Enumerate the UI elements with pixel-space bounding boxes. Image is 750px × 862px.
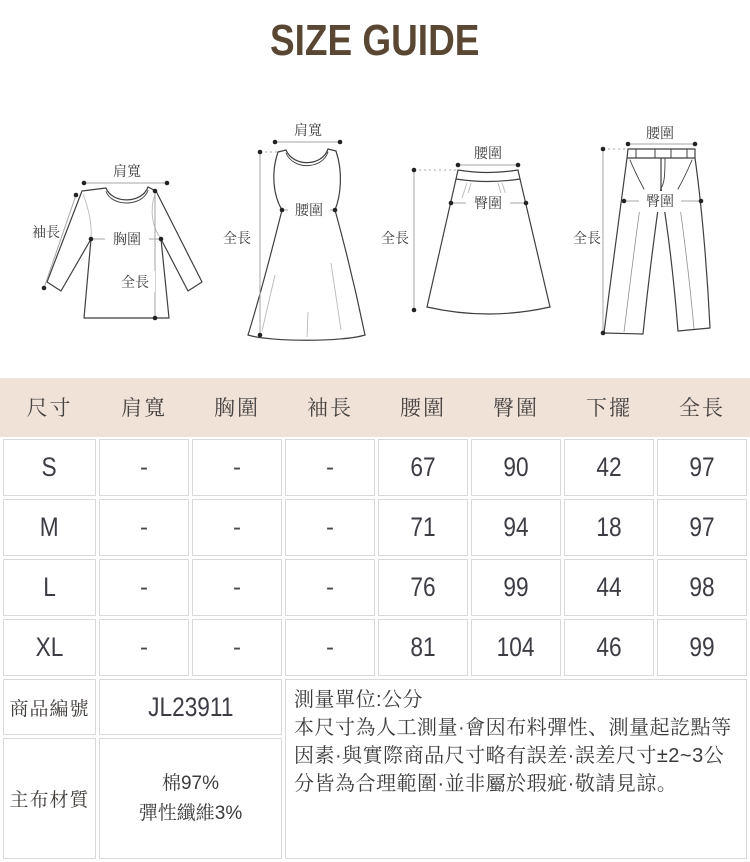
value-cell: 90 [471, 439, 561, 496]
header-shoulder: 肩寬 [99, 378, 189, 436]
size-table [0, 375, 750, 862]
product-code-label: 商品編號 [3, 679, 96, 735]
product-code-value: JL23911 [99, 679, 282, 735]
header-length: 全長 [657, 378, 747, 436]
value-cell: 71 [378, 499, 468, 556]
label-full-length: 全長 [121, 274, 149, 290]
header-size: 尺寸 [3, 378, 96, 436]
value-cell: - [99, 559, 189, 616]
fabric-line-1: 棉97% [161, 772, 220, 794]
fabric-label: 主布材質 [3, 738, 96, 859]
label-full-length: 全長 [381, 230, 409, 246]
diagram-long-sleeve-top [30, 100, 215, 350]
value-cell: 42 [564, 439, 654, 496]
header-hip: 臀圍 [471, 378, 561, 436]
fabric-value [99, 738, 282, 859]
value-cell: - [285, 499, 375, 556]
value-cell: - [192, 499, 282, 556]
diagram-pants [558, 100, 748, 350]
header-chest: 胸圍 [192, 378, 282, 436]
value-cell: 104 [471, 619, 561, 676]
page-title [0, 16, 750, 66]
label-full-length: 全長 [573, 230, 601, 246]
value-cell: 67 [378, 439, 468, 496]
label-full-length: 全長 [223, 230, 251, 246]
value-cell: - [99, 499, 189, 556]
table-row-m [3, 499, 747, 556]
diagram-skirt [380, 100, 565, 350]
table-row-s [3, 439, 747, 496]
header-waist: 腰圍 [378, 378, 468, 436]
label-waist: 腰圍 [474, 145, 502, 161]
label-chest: 胸圍 [113, 231, 141, 247]
size-cell: L [3, 559, 96, 616]
label-waist: 腰圍 [646, 125, 674, 141]
size-cell: S [3, 439, 96, 496]
value-cell: - [285, 439, 375, 496]
value-cell: - [192, 439, 282, 496]
value-cell: - [285, 559, 375, 616]
size-cell: XL [3, 619, 96, 676]
label-hip: 臀圍 [646, 193, 674, 209]
value-cell: 46 [564, 619, 654, 676]
value-cell: 99 [471, 559, 561, 616]
product-code-row [3, 679, 747, 735]
header-sleeve: 袖長 [285, 378, 375, 436]
measurement-disclaimer: 本尺寸為人工測量·會因布料彈性、測量起訖點等因素·與實際商品尺寸略有誤差·誤差尺寸±2~3公分皆為合理範圍·並非屬於瑕疵·敬請見諒。 [294, 717, 732, 795]
table-row-xl [3, 619, 747, 676]
value-cell: 94 [471, 499, 561, 556]
value-cell: 97 [657, 499, 747, 556]
value-cell: 81 [378, 619, 468, 676]
measurement-notes [285, 679, 747, 859]
header-hem: 下擺 [564, 378, 654, 436]
label-sleeve-length: 袖長 [32, 224, 60, 240]
value-cell: 99 [657, 619, 747, 676]
table-row-l [3, 559, 747, 616]
page-title-text: SIZE GUIDE [270, 16, 480, 65]
value-cell: 97 [657, 439, 747, 496]
label-shoulder-width: 肩寬 [113, 163, 141, 179]
value-cell: - [99, 619, 189, 676]
value-cell: - [192, 619, 282, 676]
fabric-line-2: 彈性纖維3% [138, 802, 243, 824]
label-waist: 腰圍 [295, 202, 323, 218]
value-cell: 18 [564, 499, 654, 556]
value-cell: 44 [564, 559, 654, 616]
value-cell: - [285, 619, 375, 676]
value-cell: 98 [657, 559, 747, 616]
value-cell: 76 [378, 559, 468, 616]
label-shoulder-width: 肩寬 [294, 122, 322, 138]
size-cell: M [3, 499, 96, 556]
table-header-row [3, 378, 747, 436]
label-hip: 臀圍 [474, 195, 502, 211]
measurement-unit: 測量單位:公分 [294, 689, 424, 711]
value-cell: - [192, 559, 282, 616]
value-cell: - [99, 439, 189, 496]
diagram-dress [215, 100, 390, 350]
